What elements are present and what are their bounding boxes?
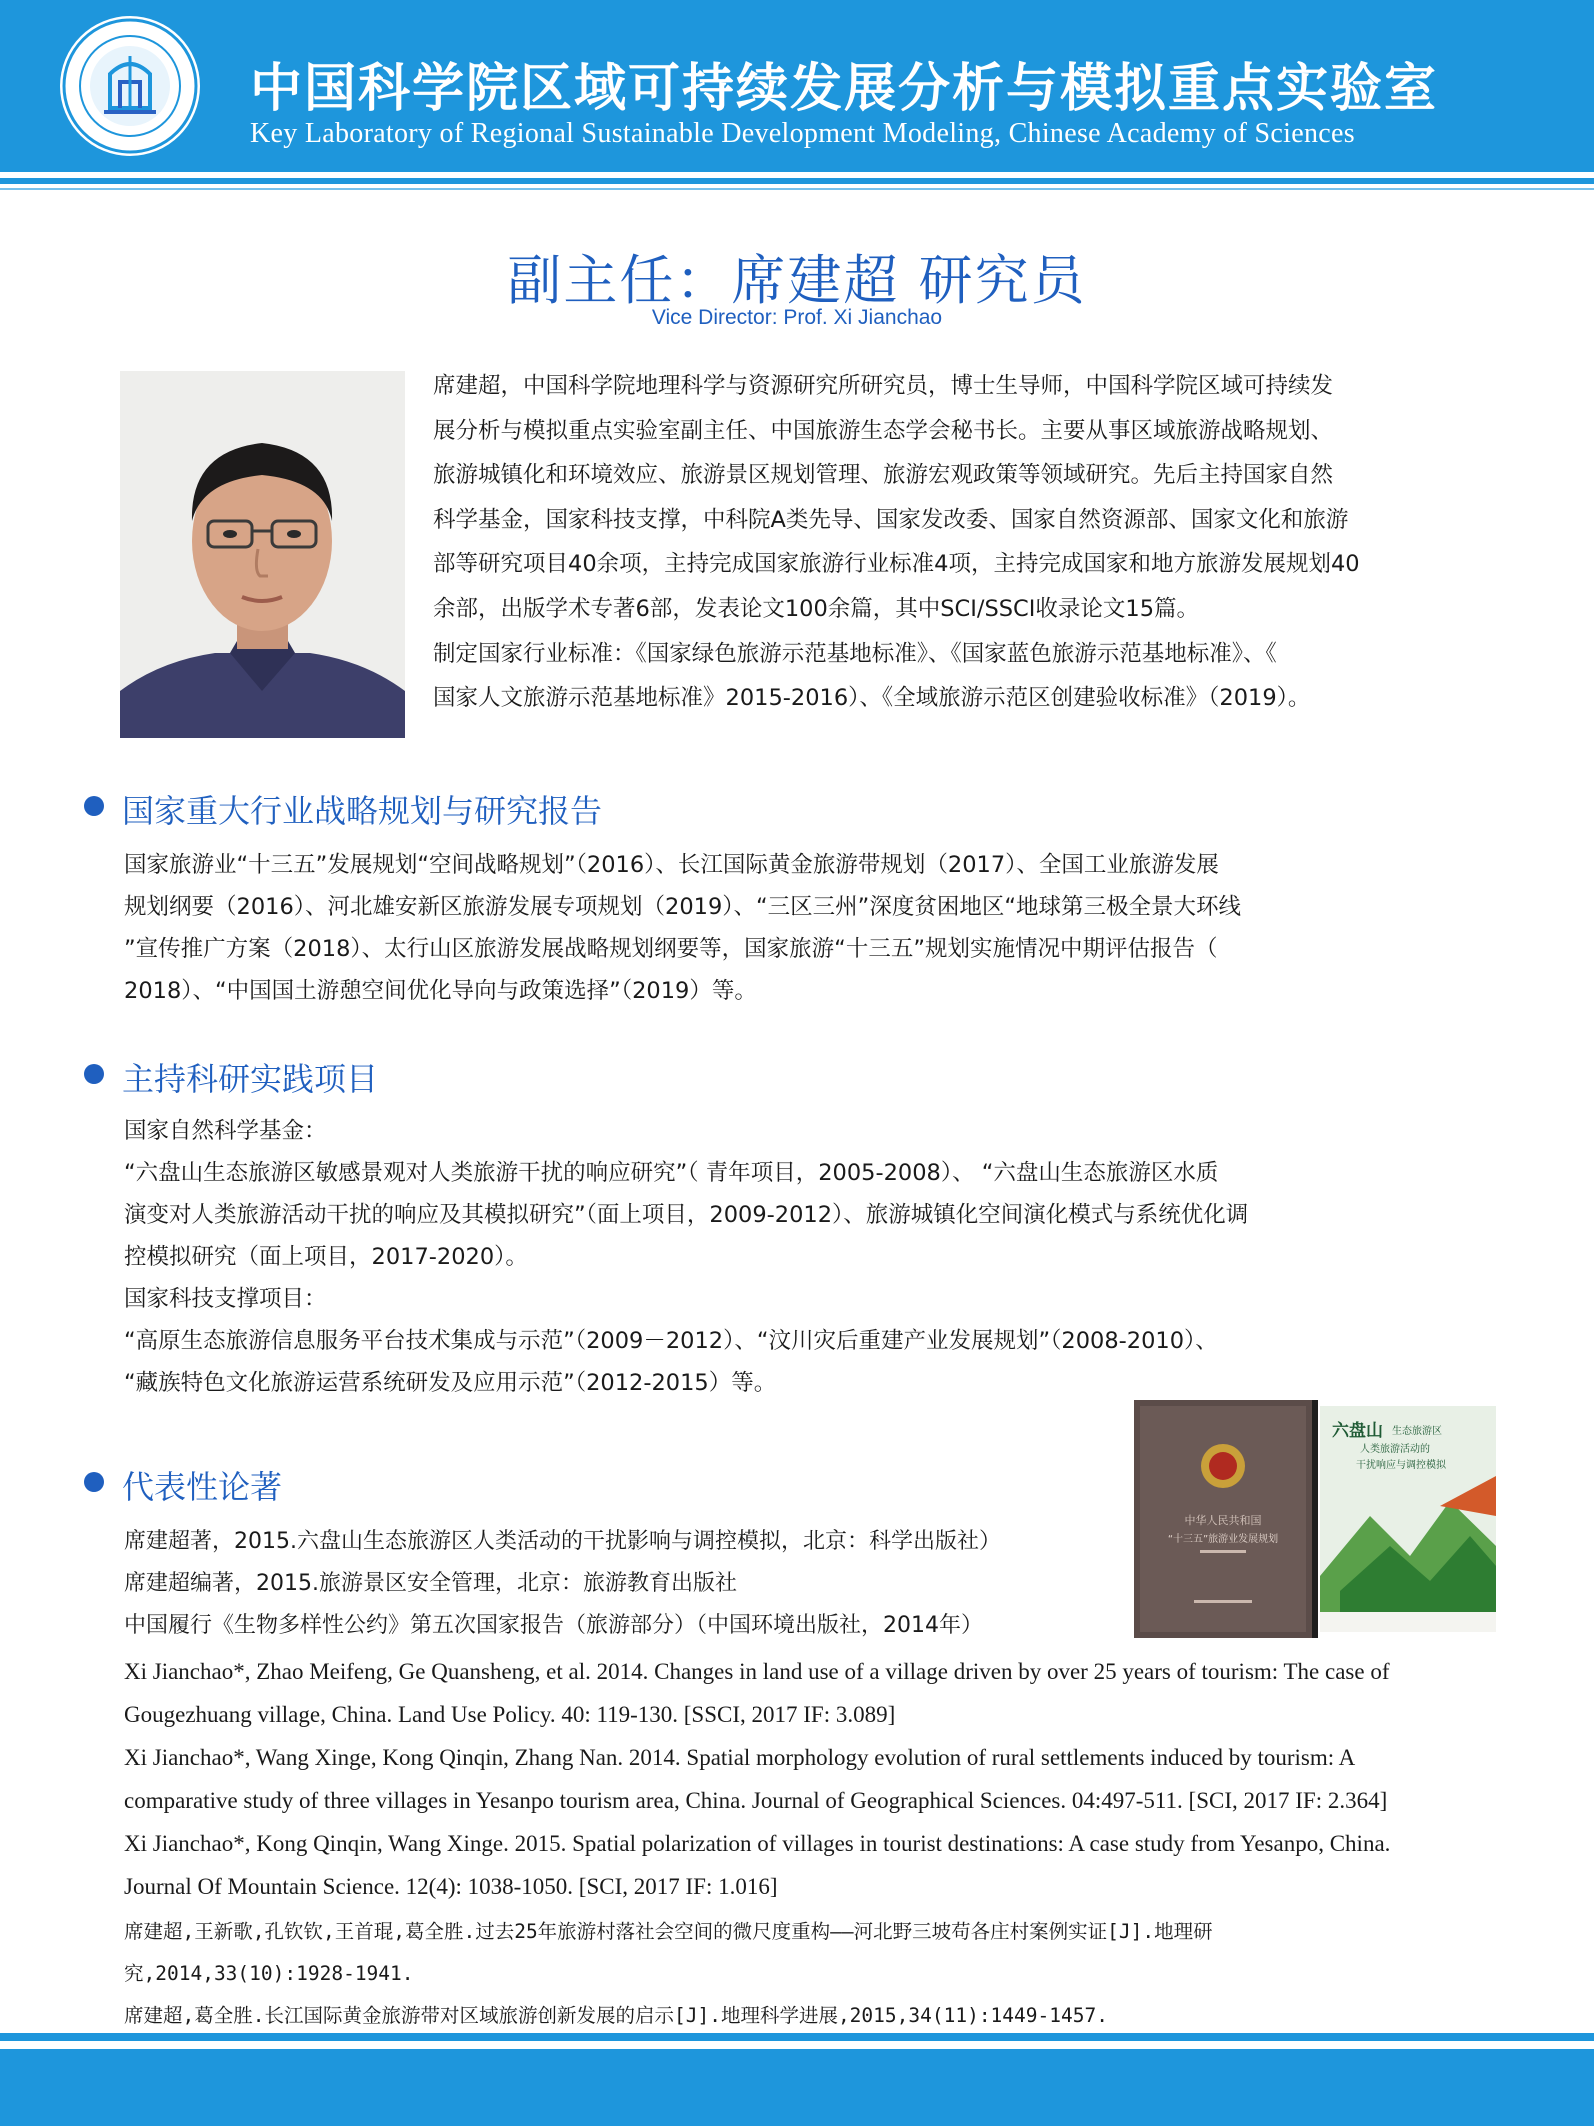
- bio-paragraph: [433, 364, 1518, 721]
- reference-line: Xi Jianchao*, Zhao Meifeng, Ge Quansheng, et al. 2014. Changes in land use of a village driven by over 25 years of tourism: The case of: [124, 1659, 1390, 1684]
- lab-title-en: Key Laboratory of Regional Sustainable Development Modeling, Chinese Academy of Sciences: [250, 118, 1355, 149]
- section-heading-publications: [84, 1462, 282, 1506]
- book-liupanshan-subtitle: 生态旅游区: [1392, 1426, 1442, 1437]
- book-liupanshan-title: 六盘山: [1332, 1421, 1383, 1441]
- text-line: 国家科技支撑项目：: [124, 1286, 327, 1312]
- text-line: 国家自然科学基金：: [124, 1118, 327, 1144]
- book-liupanshan-line3: 干扰响应与调控模拟: [1356, 1460, 1446, 1471]
- projects-paragraph: [124, 1110, 1524, 1404]
- text-line: ”宣传推广方案（2018）、太行山区旅游发展战略规划纲要等，国家旅游“十三五”规划实施情况中期评估报告（: [124, 936, 1218, 962]
- text-line: 控模拟研究（面上项目，2017-2020）。: [124, 1244, 528, 1270]
- reference-line: comparative study of three villages in Yesanpo tourism area, China. Journal of Geographical Sciences. 04:497-511. [SCI, 2017 IF: 2.364]: [124, 1788, 1388, 1813]
- person-title-en: Vice Director: Prof. Xi Jianchao: [651, 306, 943, 329]
- text-line: 2018）、“中国国土游憩空间优化导向与政策选择”（2019）等。: [124, 978, 757, 1004]
- section-heading-text: 国家重大行业战略规划与研究报告: [122, 792, 603, 830]
- text-line: “高原生态旅游信息服务平台技术集成与示范”（2009－2012）、“汶川灾后重建产业发展规划”（2008-2010）、: [124, 1328, 1218, 1354]
- portrait-photo: [120, 371, 405, 738]
- portrait-icon: [120, 371, 405, 738]
- cn-books-list: [124, 1521, 1524, 1647]
- bio-line: 余部，出版学术专著6部，发表论文100余篇，其中SCI/SSCI收录论文15篇。: [433, 595, 1200, 622]
- bio-line: 国家人文旅游示范基地标准》2015-2016）、《全域旅游示范区创建验收标准》（2019）。: [433, 685, 1311, 712]
- book-item: 席建超编著，2015.旅游景区安全管理，北京：旅游教育出版社: [124, 1571, 737, 1596]
- text-line: 国家旅游业“十三五”发展规划“空间战略规划”（2016）、长江国际黄金旅游带规划（2017）、全国工业旅游发展: [124, 852, 1219, 878]
- reference-line: 席建超,葛全胜.长江国际黄金旅游带对区域旅游创新发展的启示[J].地理科学进展,2015,34(11):1449-1457.: [124, 2004, 1108, 2027]
- lab-emblem-icon: [60, 16, 200, 156]
- text-line: 演变对人类旅游活动干扰的响应及其模拟研究”（面上项目，2009-2012）、旅游城镇化空间演化模式与系统优化调: [124, 1202, 1249, 1228]
- reference-line: Xi Jianchao*, Wang Xinge, Kong Qinqin, Zhang Nan. 2014. Spatial morphology evolution of rural settlements induced by tourism: A: [124, 1745, 1356, 1770]
- book-plan-title: 中华人民共和国: [1184, 1514, 1262, 1527]
- section-heading-projects: [84, 1054, 378, 1098]
- reference-line: 究,2014,33(10):1928-1941.: [124, 1962, 414, 1985]
- bio-line: 部等研究项目40余项，主持完成国家旅游行业标准4项，主持完成国家和地方旅游发展规划40: [433, 551, 1360, 578]
- bio-line: 科学基金，国家科技支撑，中科院A类先导、国家发改委、国家自然资源部、国家文化和旅游: [433, 506, 1349, 533]
- lab-logo: [60, 16, 200, 156]
- bio-line: 制定国家行业标准：《国家绿色旅游示范基地标准》、《国家蓝色旅游示范基地标准》、《: [433, 640, 1277, 667]
- planning-paragraph: [124, 844, 1524, 1012]
- section-heading-text: 主持科研实践项目: [122, 1060, 379, 1098]
- footer-divider: [0, 2033, 1594, 2041]
- footer-band: [0, 2049, 1594, 2126]
- text-line: 规划纲要（2016）、河北雄安新区旅游发展专项规划（2019）、“三区三州”深度贫困地区“地球第三极全景大环线: [124, 894, 1241, 920]
- reference-line: Journal Of Mountain Science. 12(4): 1038-1050. [SCI, 2017 IF: 1.016]: [124, 1874, 778, 1899]
- header-divider: [0, 178, 1594, 184]
- bullet-dot-icon: [84, 1472, 104, 1492]
- book-plan-subtitle: “十三五”旅游业发展规划: [1167, 1534, 1279, 1545]
- reference-line: 席建超,王新歌,孔钦钦,王首琨,葛全胜.过去25年旅游村落社会空间的微尺度重构——河北野三坡苟各庄村案例实证[J].地理研: [124, 1920, 1213, 1943]
- cn-references: [124, 1911, 1524, 2037]
- book-item: 席建超著，2015.六盘山生态旅游区人类活动的干扰影响与调控模拟，北京：科学出版社）: [124, 1529, 1001, 1554]
- bio-line: 展分析与模拟重点实验室副主任、中国旅游生态学会秘书长。主要从事区域旅游战略规划、: [433, 417, 1334, 444]
- bullet-dot-icon: [84, 1064, 104, 1084]
- section-heading-text: 代表性论著: [122, 1468, 283, 1506]
- header-divider-thin: [0, 188, 1594, 190]
- header-band: [0, 0, 1594, 172]
- bullet-dot-icon: [84, 796, 104, 816]
- reference-line: Gougezhuang village, China. Land Use Policy. 40: 119-130. [SSCI, 2017 IF: 3.089]: [124, 1702, 896, 1727]
- text-line: “六盘山生态旅游区敏感景观对人类旅游干扰的响应研究”（ 青年项目，2005-2008）、 “六盘山生态旅游区水质: [124, 1160, 1219, 1186]
- text-line: “藏族特色文化旅游运营系统研发及应用示范”（2012-2015）等。: [124, 1370, 777, 1396]
- bio-line: 席建超，中国科学院地理科学与资源研究所研究员，博士生导师，中国科学院区域可持续发: [433, 373, 1334, 399]
- book-item: 中国履行《生物多样性公约》第五次国家报告（旅游部分）（中国环境出版社，2014年）: [124, 1613, 983, 1638]
- reference-line: Xi Jianchao*, Kong Qinqin, Wang Xinge. 2015. Spatial polarization of villages in tourist destinations: A case study from Yesanpo, China.: [124, 1831, 1391, 1856]
- person-title-cn: 副主任：席建超 研究员: [507, 249, 1087, 312]
- lab-title-cn: 中国科学院区域可持续发展分析与模拟重点实验室: [250, 59, 1439, 119]
- en-references: [124, 1650, 1524, 1908]
- bio-line: 旅游城镇化和环境效应、旅游景区规划管理、旅游宏观政策等领域研究。先后主持国家自然: [433, 462, 1334, 489]
- book-liupanshan-line2: 人类旅游活动的: [1360, 1444, 1430, 1455]
- section-heading-planning: [84, 786, 602, 830]
